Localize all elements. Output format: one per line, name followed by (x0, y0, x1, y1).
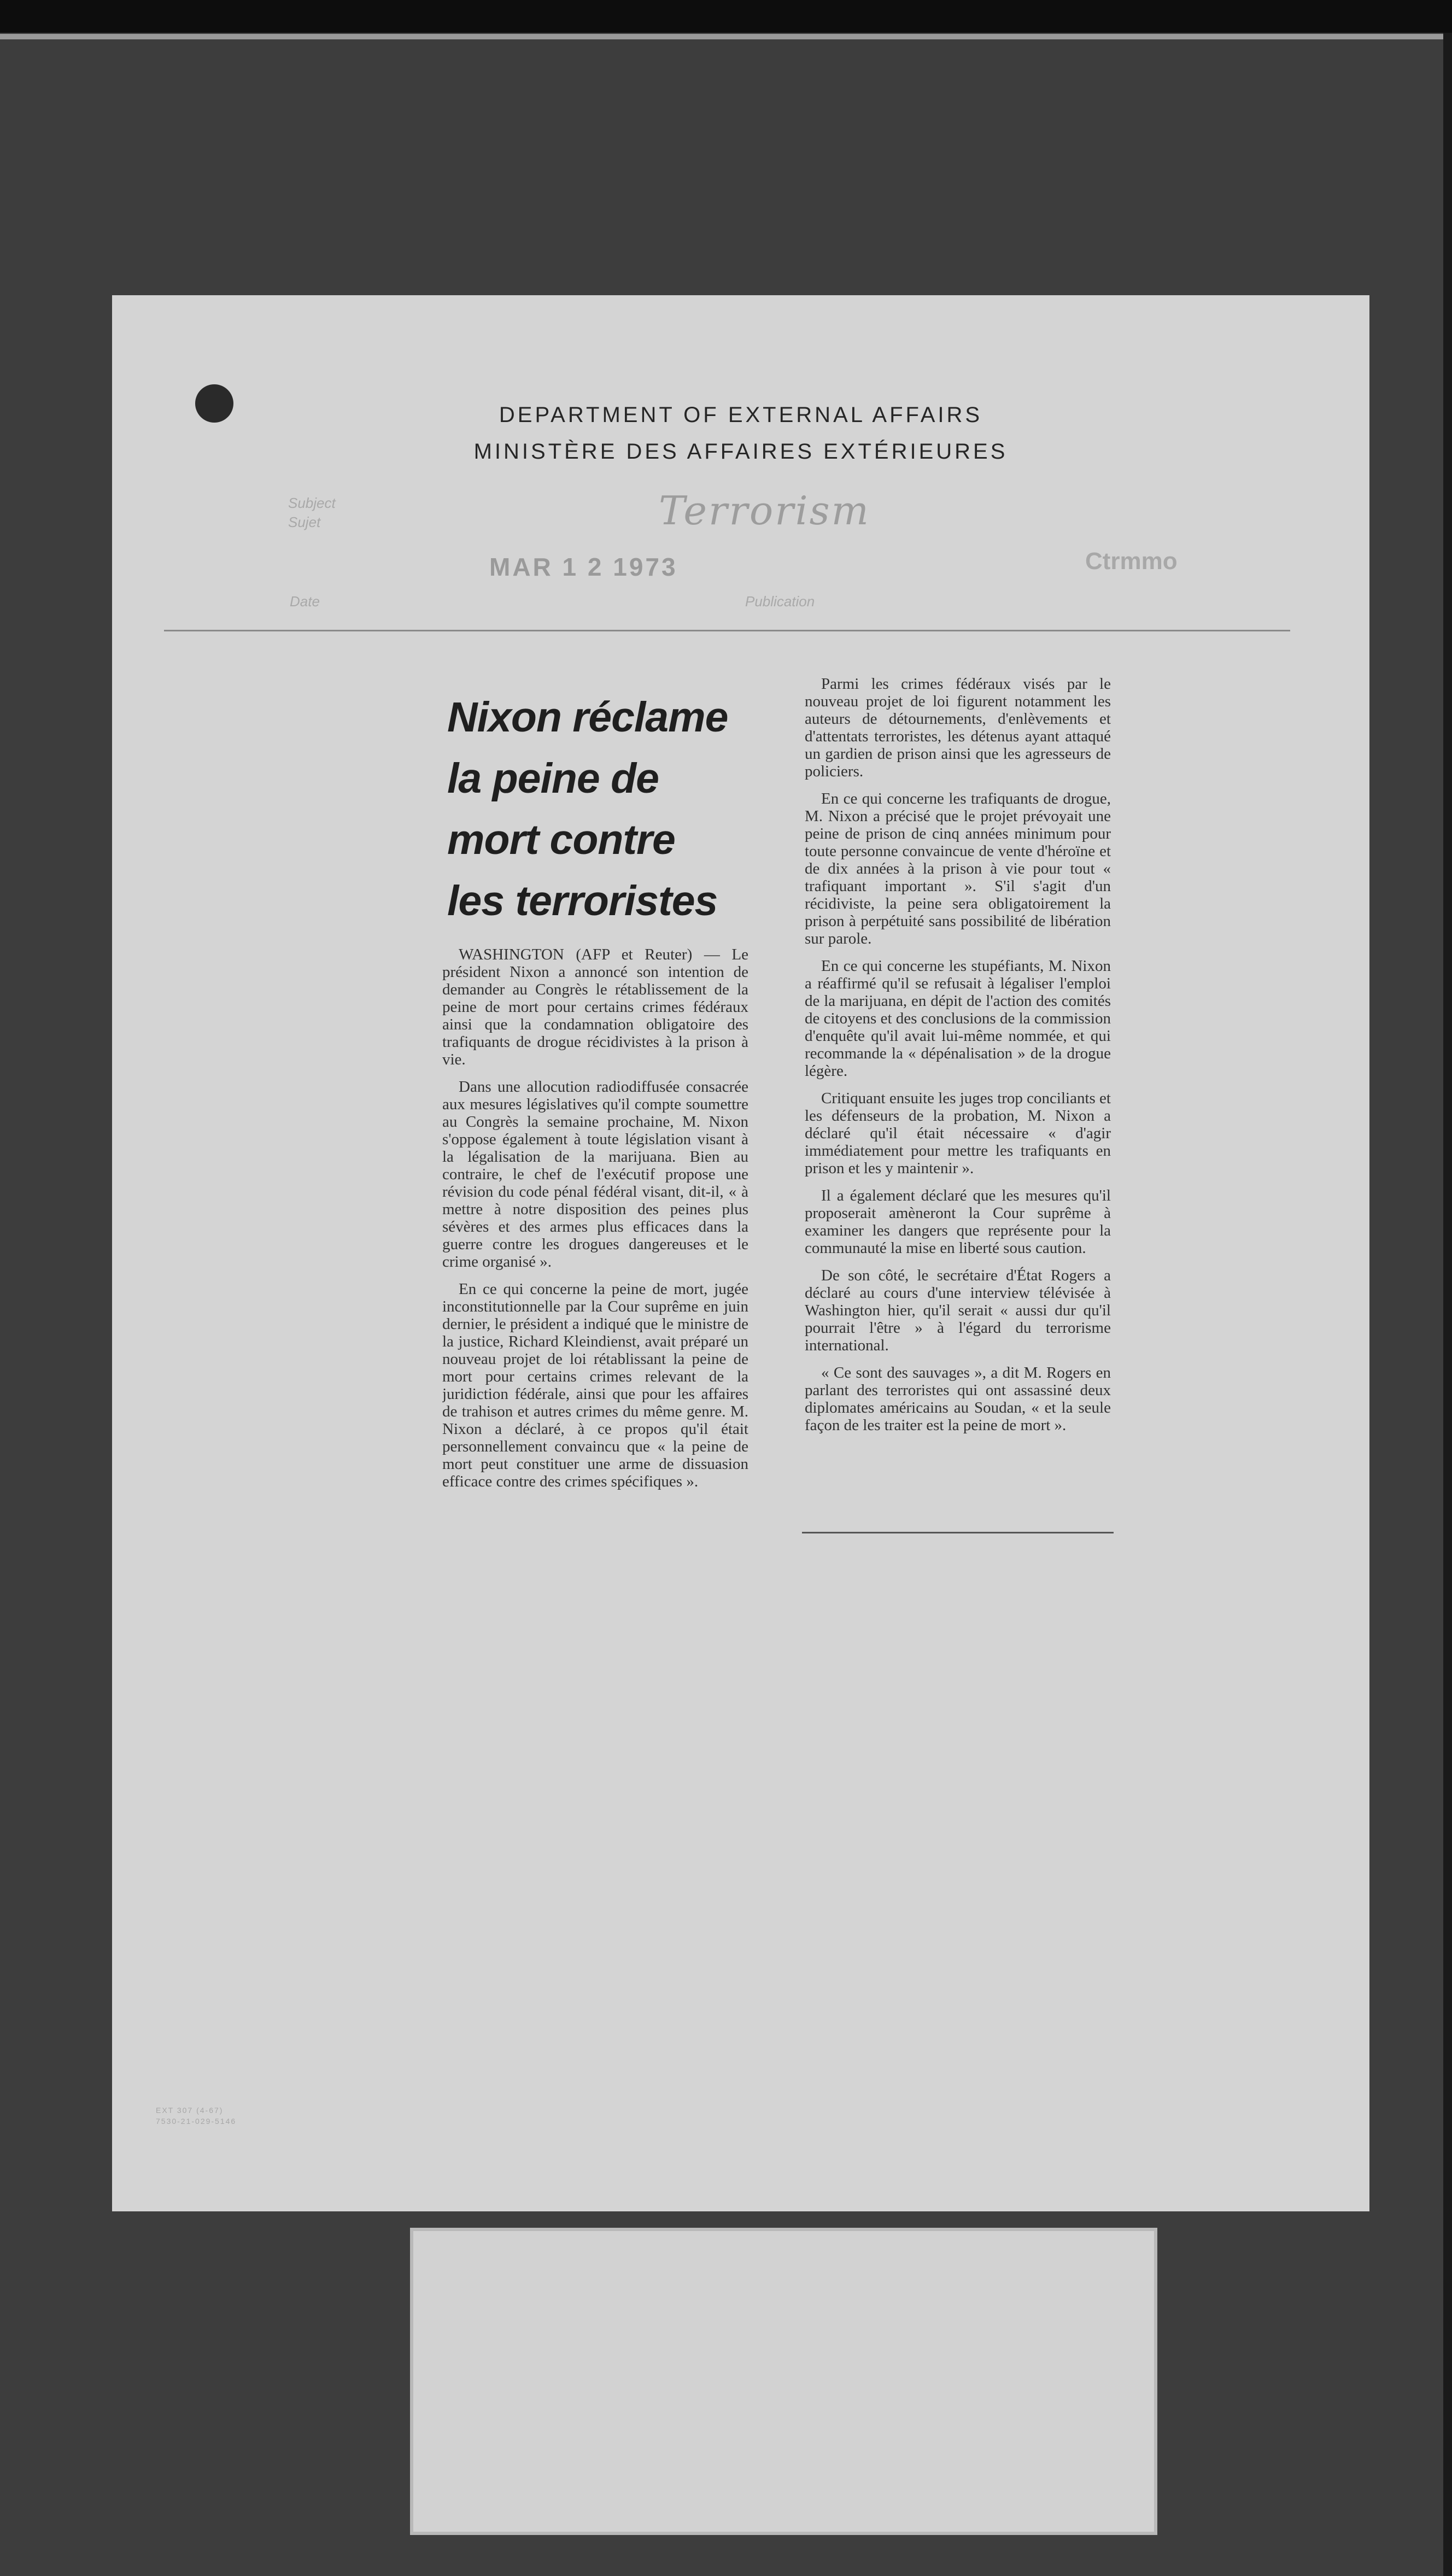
department-name-en: DEPARTMENT OF EXTERNAL AFFAIRS (499, 403, 983, 427)
blank-target-card (410, 2228, 1157, 2535)
handwritten-subject: Terrorism (659, 488, 870, 534)
date-stamp: MAR 1 2 1973 (489, 553, 678, 581)
article-paragraph: De son côté, le secrétaire d'État Rogers a déclaré au cours d'une interview télévisée à Washington hier, qu'il serait « aussi dur qu'il pourrait l'être » à l'égard du terrorisme international. (805, 1267, 1111, 1354)
subject-label-fr: Sujet (288, 514, 321, 530)
article-paragraph: Il a également déclaré que les mesures qu'il proposerait amèneront la Cour suprême à examiner les dangers que représente pour la communauté la mise en liberté sous caution. (805, 1187, 1111, 1257)
filing-stamp: Ctrmmo (1085, 548, 1178, 575)
article-paragraph: Critiquant ensuite les juges trop conciliants et les défenseurs de la probation, M. Nixon a déclaré qu'il était nécessaire « d'agir immédiatement pour mettre les trafiquants en prison et les y maintenir ». (805, 1090, 1111, 1177)
film-edge-line (0, 34, 1452, 39)
article-paragraph: « Ce sont des sauvages », a dit M. Rogers en parlant des terroristes qui ont assassiné deux diplomates américains au Soudan, « et la seule façon de les traiter est la peine de mort ». (805, 1364, 1111, 1434)
publication-label: Publication (745, 593, 815, 610)
headline-line: les terroristes (447, 877, 718, 924)
form-number (156, 2105, 236, 2127)
clipping-sheet (112, 295, 1369, 2211)
article-paragraph: Dans une allocution radiodiffusée consacrée aux mesures législatives qu'il compte soumettre au Congrès la semaine prochaine, M. Nixon s'oppose également à toute législation visant à la légalisation de la marijuana. Bien au contraire, le chef de l'exécutif propose une révision du code pénal fédéral visant, dit-il, « à mettre à notre disposition des peines plus sévères et des armes plus efficaces dans la guerre contre les drogues dangereuses et le crime organisé ». (442, 1078, 748, 1271)
article-paragraph: En ce qui concerne la peine de mort, jugée inconstitutionnelle par la Cour suprême en juin dernier, le président a indiqué que le ministre de la justice, Richard Kleindienst, avait préparé un nouveau projet de loi rétablissant la peine de mort pour certains crimes relevant de la juridiction fédérale, ainsi que pour les affaires de trahison et autres crimes du même genre. M. Nixon a déclaré, à ce propos qu'il était personnellement convaincu que « la peine de mort peut constituer une arme de dissuasion efficace contre des crimes spécifiques ». (442, 1280, 748, 1490)
print-code-text: 7530-21-029-5146 (156, 2117, 237, 2126)
article-paragraph: WASHINGTON (AFP et Reuter) — Le président Nixon a annoncé son intention de demander au Congrès le rétablissement de la peine de mort pour certains crimes fédéraux ainsi que la condamnation obligatoire des trafiquants de drogue récidivistes à la prison à vie. (442, 946, 748, 1068)
date-label: Date (290, 593, 320, 610)
header-rule (164, 630, 1290, 631)
article-paragraph: En ce qui concerne les trafiquants de drogue, M. Nixon a précisé que le projet prévoyait une peine de prison de cinq années minimum pour toute personne convaincue de vente d'héroïne et de dix années à la prison à vie pour tout « trafiquant important ». S'il s'agit d'un récidiviste, la peine sera obligatoirement la prison à perpétuité sans possibilité de libération sur parole. (805, 790, 1111, 947)
article-column-left (442, 946, 748, 1564)
article-headline (447, 687, 753, 932)
form-number-text: EXT 307 (4-67) (156, 2106, 224, 2115)
headline-line: Nixon réclame (447, 694, 728, 741)
article-column-right (805, 675, 1111, 1550)
headline-line: mort contre (447, 816, 675, 863)
film-border-right (1443, 33, 1452, 2576)
film-border-top (0, 0, 1452, 33)
article-paragraph: En ce qui concerne les stupéfiants, M. Nixon a réaffirmé qu'il se refusait à légaliser l'emploi de la marijuana, en dépit de l'action des comités de citoyens et des conclusions de la commission d'enquête qu'il avait lui-même nommée, et qui recommande la « dépénalisation » de la drogue légère. (805, 957, 1111, 1080)
article-end-rule (802, 1532, 1114, 1533)
headline-line: la peine de (447, 755, 659, 802)
subject-label-en: Subject (288, 495, 336, 511)
department-name-fr: MINISTÈRE DES AFFAIRES EXTÉRIEURES (473, 440, 1008, 464)
article-paragraph: Parmi les crimes fédéraux visés par le nouveau projet de loi figurent notamment les auteurs de détournements, d'enlèvements et d'attentats terroristes, les détenus ayant attaqué un gardien de prison ainsi que les agresseurs de policiers. (805, 675, 1111, 780)
